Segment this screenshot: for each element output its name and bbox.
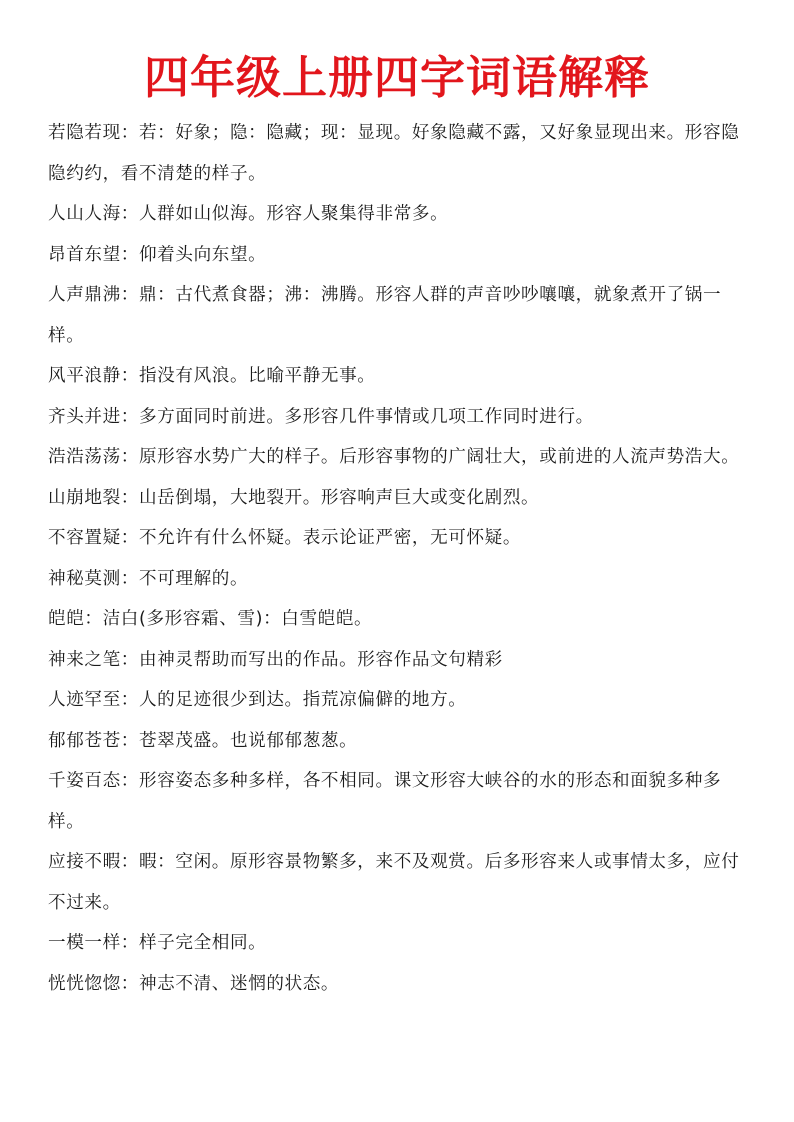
list-item xyxy=(48,518,754,559)
entry-separator: ： xyxy=(120,690,139,710)
entry-separator: ： xyxy=(120,568,139,589)
entry-term: 神来之笔 xyxy=(48,649,121,670)
list-item xyxy=(48,761,754,842)
entry-term: 皑皑 xyxy=(48,609,85,629)
entry-term: 人山人海 xyxy=(48,204,121,224)
entry-separator: ： xyxy=(120,933,139,953)
list-item xyxy=(48,356,754,397)
entry-separator: ： xyxy=(84,609,103,629)
list-item xyxy=(48,964,754,1005)
entry-definition: 原形容水势广大的样子。后形容事物的广阔壮大，或前进的人流声势浩大。 xyxy=(138,447,740,467)
list-item xyxy=(48,923,754,964)
entry-separator: ： xyxy=(120,204,139,224)
list-item xyxy=(48,721,754,762)
entry-separator: ： xyxy=(120,244,139,265)
list-item xyxy=(48,842,754,923)
list-item xyxy=(48,275,754,356)
entry-term: 人声鼎沸 xyxy=(48,285,121,305)
entry-term: 应接不暇 xyxy=(48,852,121,872)
page-title: 四年级上册四字词语解释 xyxy=(143,51,650,104)
entry-term: 神秘莫测 xyxy=(48,568,121,589)
entry-separator: ： xyxy=(120,852,139,872)
entry-definition: 洁白(多形容霜、雪)：白雪皑皑。 xyxy=(102,609,373,629)
entry-separator: ： xyxy=(120,649,139,670)
entry-term: 郁郁苍苍 xyxy=(48,730,121,751)
entry-definition: 暇：空闲。原形容景物繁多，来不及观赏。后多形容来人或事情太多，应付不过来。 xyxy=(48,852,740,913)
entry-separator: ： xyxy=(120,771,139,791)
entry-definition: 鼎：古代煮食器；沸：沸腾。形容人群的声音吵吵嚷嚷，就象煮开了锅一样。 xyxy=(48,285,722,346)
list-item xyxy=(48,599,754,640)
entry-separator: ： xyxy=(120,406,139,427)
entry-separator: ： xyxy=(120,973,139,994)
entry-term: 千姿百态 xyxy=(48,771,121,791)
entry-definition: 苍翠茂盛。也说郁郁葱葱。 xyxy=(138,730,358,751)
list-item xyxy=(48,437,754,478)
entry-term: 昂首东望 xyxy=(48,244,121,265)
entry-definition: 样子完全相同。 xyxy=(138,933,267,953)
list-item xyxy=(48,194,754,235)
entry-definition: 人的足迹很少到达。指荒凉偏僻的地方。 xyxy=(138,690,467,710)
entry-term: 风平浪静 xyxy=(48,366,121,386)
entry-definition: 神志不清、迷惘的状态。 xyxy=(138,973,340,994)
entry-term: 浩浩荡荡 xyxy=(48,447,121,467)
entry-definition: 指没有风浪。比喻平静无事。 xyxy=(138,366,376,386)
entry-term: 山崩地裂 xyxy=(48,487,121,508)
entry-definition: 形容姿态多种多样，各不相同。课文形容大峡谷的水的形态和面貌多种多样。 xyxy=(48,771,722,832)
list-item xyxy=(48,235,754,276)
entry-definition: 由神灵帮助而写出的作品。形容作品文句精彩 xyxy=(138,649,503,670)
entry-term: 恍恍惚惚 xyxy=(48,973,121,994)
entry-term: 人迹罕至 xyxy=(48,690,121,710)
entry-term: 不容置疑 xyxy=(48,528,121,548)
entry-term: 齐头并进 xyxy=(48,406,121,427)
list-item xyxy=(48,559,754,600)
list-item xyxy=(48,640,754,681)
entry-definition: 仰着头向东望。 xyxy=(138,244,267,265)
entry-definition: 多方面同时前进。多形容几件事情或几项工作同时进行。 xyxy=(138,406,594,427)
entry-separator: ： xyxy=(120,447,139,467)
entry-definition: 不可理解的。 xyxy=(138,568,249,589)
list-item xyxy=(48,113,754,194)
entry-definition: 人群如山似海。形容人聚集得非常多。 xyxy=(138,204,449,224)
list-item xyxy=(48,478,754,519)
entry-term: 一模一样 xyxy=(48,933,121,953)
entry-separator: ： xyxy=(120,487,139,508)
entry-separator: ： xyxy=(120,730,139,751)
entry-separator: ： xyxy=(120,123,139,143)
entry-separator: ： xyxy=(120,528,139,548)
entry-definition: 若：好象；隐：隐藏；现：显现。好象隐藏不露，又好象显现出来。形容隐隐约约，看不清楚的样子。 xyxy=(48,123,740,184)
list-item xyxy=(48,397,754,438)
entry-separator: ： xyxy=(120,366,139,386)
entry-term: 若隐若现 xyxy=(48,123,121,143)
entry-definition: 不允许有什么怀疑。表示论证严密，无可怀疑。 xyxy=(138,528,522,548)
list-item xyxy=(48,680,754,721)
entry-definition: 山岳倒塌，大地裂开。形容响声巨大或变化剧烈。 xyxy=(138,487,540,508)
vocabulary-list xyxy=(48,113,754,1004)
entry-separator: ： xyxy=(120,285,139,305)
